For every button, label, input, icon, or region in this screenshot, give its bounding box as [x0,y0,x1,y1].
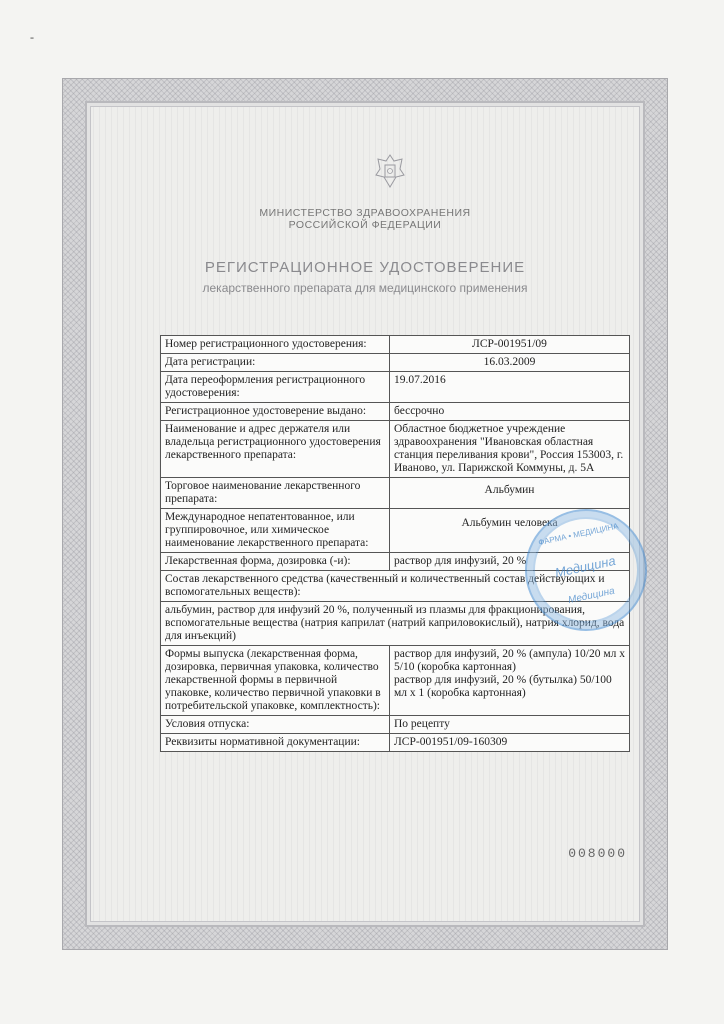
serial-number: 008000 [568,846,627,861]
table-row [161,403,630,421]
stamp-ring-text: ФАРМА • МЕДИЦИНА [537,521,620,548]
ministry-line-1: МИНИСТЕРСТВО ЗДРАВООХРАНЕНИЯ [259,207,471,219]
dosage-form: раствор для инфузий, 20 % [390,553,630,571]
row-label: Международное непатентованное, или группировочное, или химическое наименование лекарственного препарата: [161,509,390,553]
document-title: РЕГИСТРАЦИОННОЕ УДОСТОВЕРЕНИЕ [204,259,526,276]
row-label: Регистрационное удостоверение выдано: [161,403,390,421]
reissue-date: 19.07.2016 [390,372,630,403]
registration-date: 16.03.2009 [390,354,630,372]
row-label: Реквизиты нормативной документации: [161,734,390,752]
registration-number: ЛСР-001951/09 [390,336,630,354]
corner-mark: - [30,30,34,44]
row-label: Формы выпуска (лекарственная форма, дозировка, первичная упаковка, количество лекарственной формы в первичной упаковке, количество первичной упаковки в потребительской упаковке, комплектность): [161,646,390,716]
table-row [161,421,630,478]
release-form-ampoule: раствор для инфузий, 20 % (ампула) 10/20 мл х 5/10 (коробка картонная) [394,648,625,673]
table-row [161,734,630,752]
trade-name: Альбумин [390,478,630,509]
dispensing-conditions: По рецепту [390,716,630,734]
row-label: Дата регистрации: [161,354,390,372]
row-label: Номер регистрационного удостоверения: [161,336,390,354]
row-label: Торговое наименование лекарственного препарата: [161,478,390,509]
composition-value: альбумин, раствор для инфузий 20 %, полученный из плазмы для фракционирования, вспомогательные вещества (натрия каприлат (натрий каприловокислый), натрия хлорид, вода для инъекций) [161,602,630,646]
table-row [161,478,630,509]
row-label: Наименование и адрес держателя или владельца регистрационного удостоверения лекарственного препарата: [161,421,390,478]
table-row [161,646,630,716]
holder-name-address: Областное бюджетное учреждение здравоохранения "Ивановская областная станция переливания крови", Россия 153003, г. Иваново, ул. Парижской Коммуны, д. 5А [390,421,630,478]
normative-document: ЛСР-001951/09-160309 [390,734,630,752]
composition-label: Состав лекарственного средства (качественный и количественный состав действующих и вспомогательных веществ): [165,573,605,598]
document-subtitle: лекарственного препарата для медицинского применения [202,281,528,295]
row-label: Лекарственная форма, дозировка (-и): [161,553,390,571]
table-row [161,354,630,372]
validity: бессрочно [390,403,630,421]
table-row [161,336,630,354]
inn-name: Альбумин человека [390,509,630,553]
table-row [161,716,630,734]
table-row [161,372,630,403]
ministry-line-2: РОССИЙСКОЙ ФЕДЕРАЦИИ [288,219,442,231]
row-label: Условия отпуска: [161,716,390,734]
certificate-sheet [62,78,668,950]
stamp-center-text: Медицина [553,552,617,581]
ministry-heading [87,207,643,231]
release-form-bottle: раствор для инфузий, 20 % (бутылка) 50/100 мл х 1 (коробка картонная) [394,674,612,699]
stamp-lower-text: Медицина [567,585,616,607]
release-forms [390,646,630,716]
row-label: Дата переоформления регистрационного удостоверения: [161,372,390,403]
coat-of-arms-icon [372,151,408,191]
